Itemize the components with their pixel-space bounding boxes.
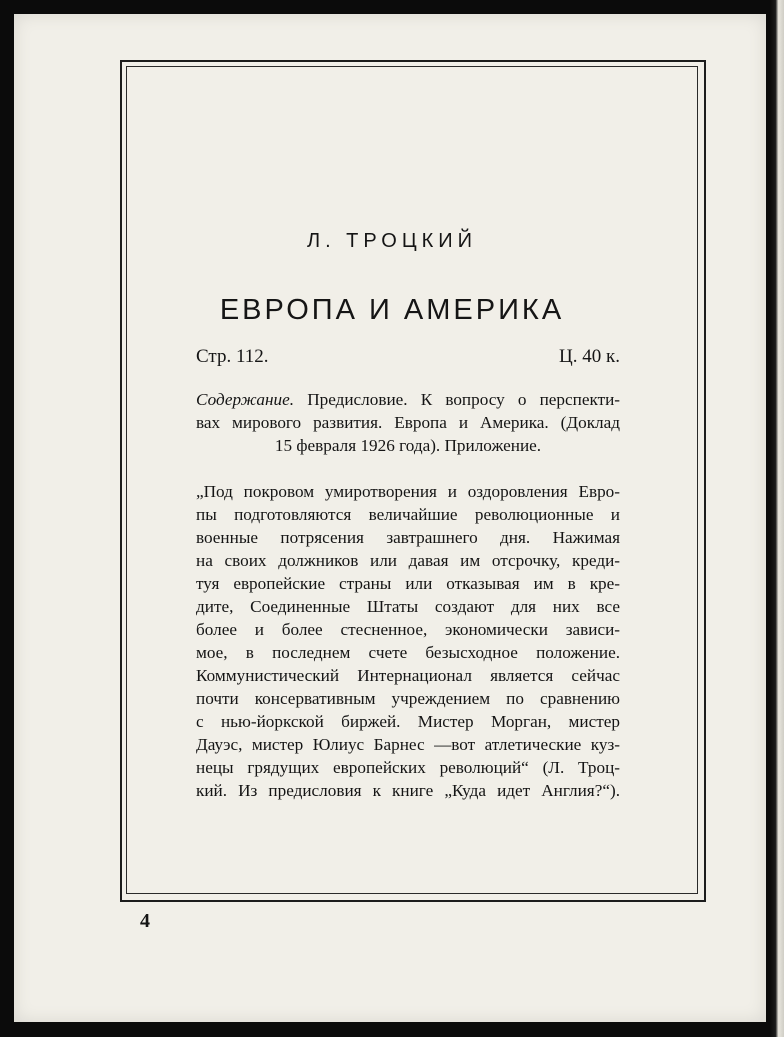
- page-number: 4: [140, 910, 150, 932]
- contents-label: Содержание.: [196, 390, 295, 409]
- next-page-edge: [770, 0, 784, 1037]
- contents-paragraph: [196, 388, 620, 457]
- book-meta: [196, 346, 620, 368]
- book-title: ЕВРОПА И АМЕРИКА: [219, 294, 565, 326]
- quote-line: кий. Из предисловия к книге „Куда идет Англия?“).: [196, 781, 620, 800]
- quote-line: туя европейские страны или отказывая им в кре-: [196, 574, 620, 593]
- quote-line: „Под покровом умиротворения и оздоровления Евро-: [196, 482, 620, 501]
- author-name: Л. ТРОЦКИЙ: [306, 230, 478, 252]
- quote-line: почти консервативным учреждением по сравнению: [196, 689, 620, 708]
- contents-line: вах мирового развития. Европа и Америка. (Доклад: [196, 413, 620, 432]
- quote-line: нецы грядущих европейских революций“ (Л. Троц-: [196, 758, 620, 777]
- contents-line-text: Предисловие. К вопросу о перспекти-: [307, 390, 621, 409]
- quote-line: с нью-йоркской биржей. Мистер Морган, мистер: [196, 712, 620, 731]
- quote-paragraph: [196, 480, 620, 802]
- quote-line: военные потрясения завтрашнего дня. Нажимая: [196, 528, 620, 547]
- quote-line: пы подготовляются величайшие революционные и: [196, 505, 620, 524]
- quote-line: мое, в последнем счете безысходное положение.: [196, 643, 620, 662]
- contents-line: [196, 388, 620, 411]
- contents-line: 15 февраля 1926 года). Приложение.: [274, 436, 542, 455]
- quote-line: Коммунистический Интернационал является сейчас: [196, 666, 620, 685]
- quote-line: на своих должников или давая им отсрочку, креди-: [196, 551, 620, 570]
- page-count: Стр. 112.: [196, 346, 269, 367]
- price: Ц. 40 к.: [559, 346, 620, 367]
- quote-line: более и более стесненное, экономически зависи-: [196, 620, 620, 639]
- quote-line: дите, Соединенные Штаты создают для них все: [196, 597, 620, 616]
- quote-line: Дауэс, мистер Юлиус Барнес —вот атлетические куз-: [196, 735, 620, 754]
